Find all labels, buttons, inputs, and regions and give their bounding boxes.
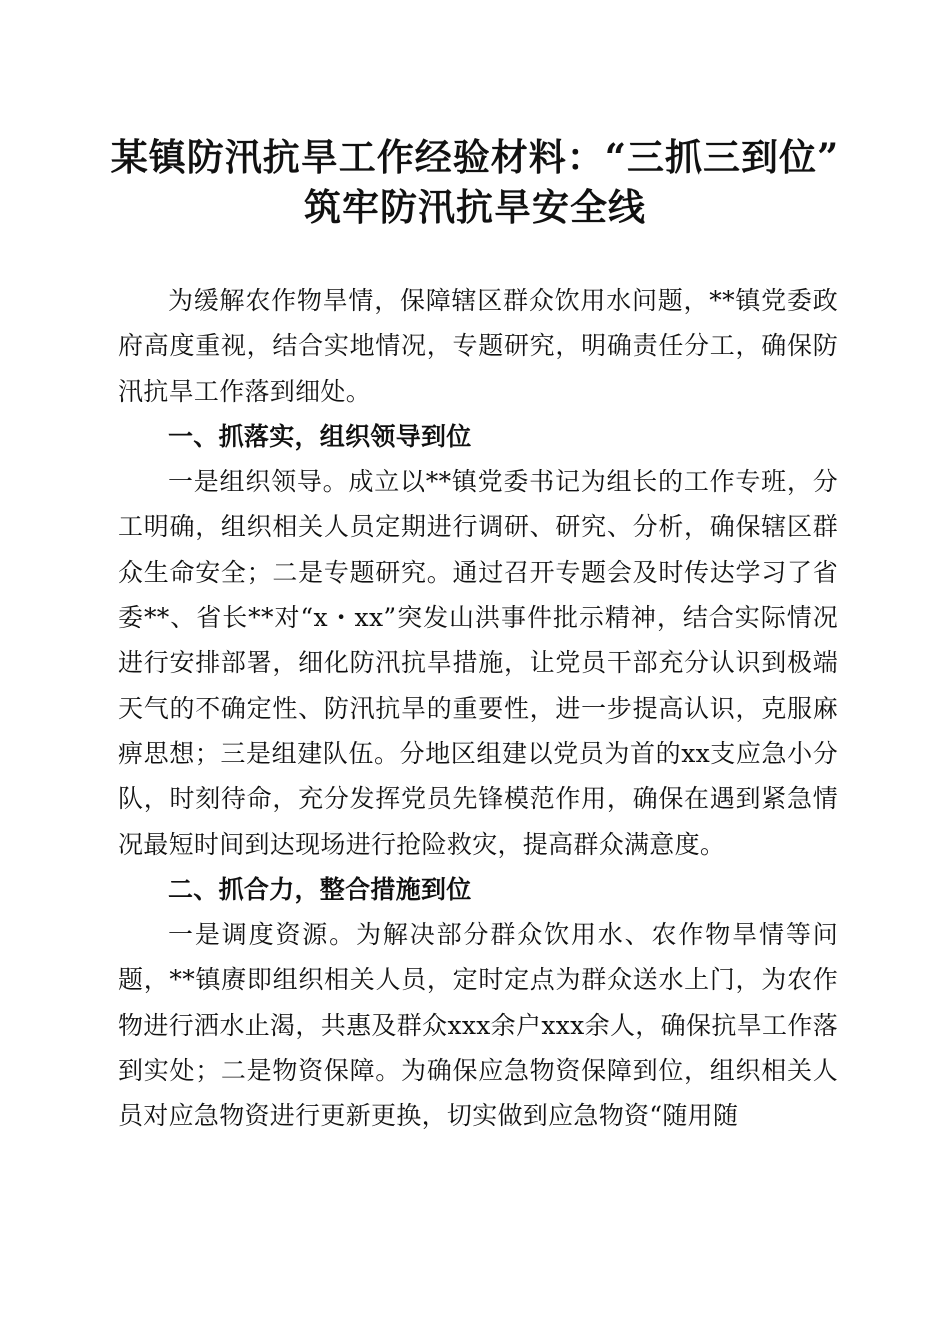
intro-paragraph: 为缓解农作物旱情，保障辖区群众饮用水问题，**镇党委政府高度重视，结合实地情况，专题研究，明确责任分工，确保防汛抗旱工作落到细处。: [118, 286, 838, 406]
document-title-line-2: 筑牢防汛抗旱安全线: [304, 185, 646, 229]
section-2-paragraph: [118, 912, 838, 1138]
section-2-text: 为解决部分群众饮用水、农作物旱情等问题，**镇赓即组织相关人员，定时定点为群众送水上门，为农作物进行洒水止渴，共惠及群众xxx余户xxx余人，确保抗旱工作落到实处；二是物资保障。为确保应急物资保障到位，组织相关人员对应急物资进行更新更换，切实做到应急物资“随用随: [118, 920, 838, 1131]
section-1-lead: 一是组织领导。: [168, 467, 349, 497]
section-2-lead: 一是调度资源。: [168, 920, 357, 950]
section-1-heading: 一、抓落实，组织领导到位: [168, 421, 472, 451]
document-body: [118, 278, 838, 1139]
section-1-text: 成立以**镇党委书记为组长的工作专班，分工明确，组织相关人员定期进行调研、研究、分析，确保辖区群众生命安全；二是专题研究。通过召开专题会及时传达学习了省委**、省长**对“x・xx”突发山洪事件批示精神，结合实际情况进行安排部署，细化防汛抗旱措施，让党员干部充分认识到极端天气的不确定性、防汛抗旱的重要性，进一步提高认识，克服麻痹思想；三是组建队伍。分地区组建以党员为首的xx支应急小分队，时刻待命，充分发挥党员先锋模范作用，确保在遇到紧急情况最短时间到达现场进行抢险救灾，提高群众满意度。: [118, 467, 838, 859]
section-1-paragraph: [118, 459, 838, 867]
document-title-line-1: 某镇防汛抗旱工作经验材料：“三抓三到位”: [110, 135, 840, 179]
section-2-heading: 二、抓合力，整合措施到位: [168, 874, 472, 904]
